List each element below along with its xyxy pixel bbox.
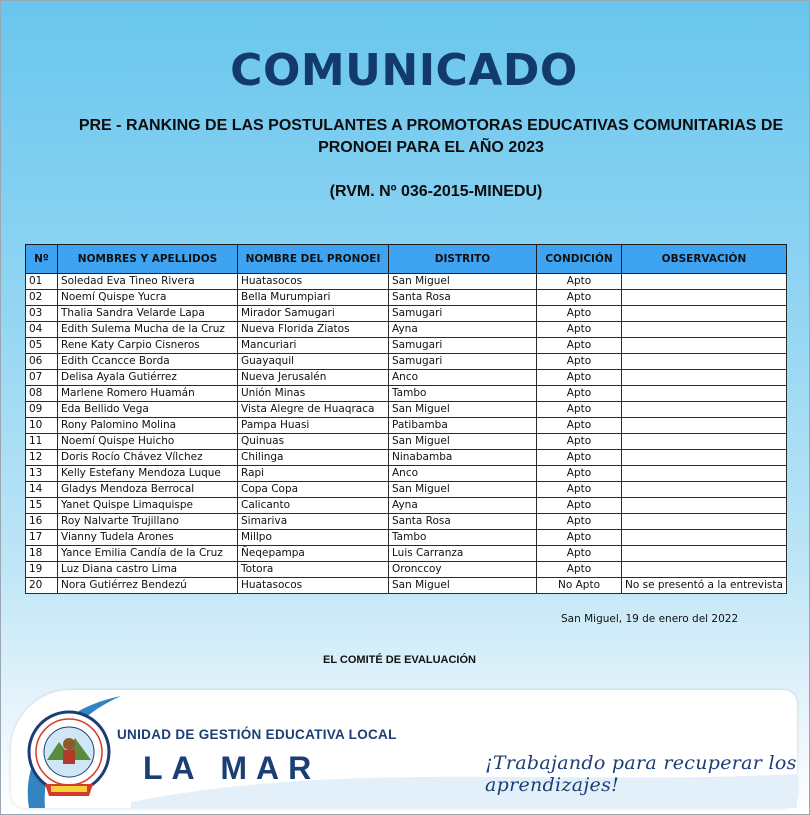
row-number-cell: 20 — [26, 578, 58, 594]
applicant-name-cell: Edith Ccancce Borda — [58, 354, 238, 370]
row-number-cell: 12 — [26, 450, 58, 466]
table-row — [26, 562, 787, 578]
observation-cell — [622, 402, 787, 418]
table-row — [26, 498, 787, 514]
applicant-name-cell: Marlene Romero Huamán — [58, 386, 238, 402]
table-header-row — [26, 245, 787, 274]
row-number-cell: 14 — [26, 482, 58, 498]
condition-cell: Apto — [537, 354, 622, 370]
column-header-condition: CONDICIÓN — [537, 245, 622, 274]
table-row — [26, 482, 787, 498]
district-cell: Samugari — [389, 306, 537, 322]
condition-cell: Apto — [537, 290, 622, 306]
pronoei-name-cell: Huatasocos — [238, 274, 389, 290]
observation-cell — [622, 418, 787, 434]
observation-cell — [622, 482, 787, 498]
condition-cell: Apto — [537, 418, 622, 434]
condition-cell: Apto — [537, 322, 622, 338]
district-cell: Tambo — [389, 386, 537, 402]
pronoei-name-cell: Calicanto — [238, 498, 389, 514]
ugel-seal-logo — [25, 708, 113, 802]
condition-cell: Apto — [537, 434, 622, 450]
district-cell: Ayna — [389, 322, 537, 338]
row-number-cell: 09 — [26, 402, 58, 418]
condition-cell: Apto — [537, 306, 622, 322]
table-row — [26, 434, 787, 450]
district-cell: Ninabamba — [389, 450, 537, 466]
table-row — [26, 338, 787, 354]
table-row — [26, 530, 787, 546]
observation-cell — [622, 274, 787, 290]
ranking-table — [25, 244, 787, 594]
row-number-cell: 08 — [26, 386, 58, 402]
applicant-name-cell: Roy Nalvarte Trujillano — [58, 514, 238, 530]
district-cell: Oronccoy — [389, 562, 537, 578]
row-number-cell: 13 — [26, 466, 58, 482]
condition-cell: Apto — [537, 482, 622, 498]
table-row — [26, 386, 787, 402]
applicant-name-cell: Eda Bellido Vega — [58, 402, 238, 418]
applicant-name-cell: Yanet Quispe Limaquispe — [58, 498, 238, 514]
condition-cell: Apto — [537, 498, 622, 514]
row-number-cell: 07 — [26, 370, 58, 386]
observation-cell — [622, 306, 787, 322]
pronoei-name-cell: Ñeqepampa — [238, 546, 389, 562]
district-cell: Anco — [389, 466, 537, 482]
applicant-name-cell: Vianny Tudela Arones — [58, 530, 238, 546]
observation-cell — [622, 434, 787, 450]
district-cell: Samugari — [389, 338, 537, 354]
district-cell: Anco — [389, 370, 537, 386]
pronoei-name-cell: Mirador Samugari — [238, 306, 389, 322]
observation-cell — [622, 322, 787, 338]
row-number-cell: 18 — [26, 546, 58, 562]
district-cell: Santa Rosa — [389, 514, 537, 530]
institution-city: LA MAR — [143, 750, 321, 786]
observation-cell — [622, 450, 787, 466]
row-number-cell: 15 — [26, 498, 58, 514]
column-header-name: NOMBRES Y APELLIDOS — [58, 245, 238, 274]
row-number-cell: 02 — [26, 290, 58, 306]
condition-cell: Apto — [537, 370, 622, 386]
applicant-name-cell: Nora Gutiérrez Bendezú — [58, 578, 238, 594]
pronoei-name-cell: Vista Alegre de Huaqraca — [238, 402, 389, 418]
row-number-cell: 19 — [26, 562, 58, 578]
table-row — [26, 402, 787, 418]
applicant-name-cell: Yance Emilia Candía de la Cruz — [58, 546, 238, 562]
table-row — [26, 546, 787, 562]
table-row — [26, 354, 787, 370]
pronoei-name-cell: Unión Minas — [238, 386, 389, 402]
applicant-name-cell: Luz Diana castro Lima — [58, 562, 238, 578]
pronoei-name-cell: Simariva — [238, 514, 389, 530]
row-number-cell: 05 — [26, 338, 58, 354]
observation-cell: No se presentó a la entrevista — [622, 578, 787, 594]
applicant-name-cell: Noemí Quispe Huicho — [58, 434, 238, 450]
condition-cell: Apto — [537, 450, 622, 466]
row-number-cell: 04 — [26, 322, 58, 338]
pronoei-name-cell: Pampa Huasi — [238, 418, 389, 434]
table-row — [26, 514, 787, 530]
district-cell: Santa Rosa — [389, 290, 537, 306]
page-subtitle: PRE - RANKING DE LAS POSTULANTES A PROMOTORAS EDUCATIVAS COMUNITARIAS DE PRONOEI PARA EL AÑO 2023 — [78, 117, 784, 156]
pronoei-name-cell: Nueva Jerusalén — [238, 370, 389, 386]
observation-cell — [622, 354, 787, 370]
table-row — [26, 450, 787, 466]
institution-slogan: ¡Trabajando para recuperar los aprendizajes! — [485, 752, 797, 796]
condition-cell: Apto — [537, 530, 622, 546]
pronoei-name-cell: Bella Murumpiari — [238, 290, 389, 306]
table-row — [26, 370, 787, 386]
condition-cell: Apto — [537, 386, 622, 402]
observation-cell — [622, 370, 787, 386]
applicant-name-cell: Delisa Ayala Gutiérrez — [58, 370, 238, 386]
column-header-number: Nº — [26, 245, 58, 274]
condition-cell: Apto — [537, 514, 622, 530]
row-number-cell: 01 — [26, 274, 58, 290]
institution-name: UNIDAD DE GESTIÓN EDUCATIVA LOCAL — [117, 727, 397, 742]
observation-cell — [622, 290, 787, 306]
page-title: COMUNICADO — [230, 45, 578, 96]
row-number-cell: 03 — [26, 306, 58, 322]
pronoei-name-cell: Copa Copa — [238, 482, 389, 498]
pronoei-name-cell: Chilinga — [238, 450, 389, 466]
table-row — [26, 290, 787, 306]
observation-cell — [622, 498, 787, 514]
table-row — [26, 466, 787, 482]
applicant-name-cell: Soledad Eva Tineo Rivera — [58, 274, 238, 290]
row-number-cell: 17 — [26, 530, 58, 546]
committee-signature: EL COMITÉ DE EVALUACIÓN — [323, 654, 476, 666]
observation-cell — [622, 562, 787, 578]
pronoei-name-cell: Totora — [238, 562, 389, 578]
pronoei-name-cell: Huatasocos — [238, 578, 389, 594]
district-cell: Patibamba — [389, 418, 537, 434]
condition-cell: No Apto — [537, 578, 622, 594]
condition-cell: Apto — [537, 546, 622, 562]
table-row — [26, 418, 787, 434]
institution-banner — [11, 690, 797, 808]
issue-date: San Miguel, 19 de enero del 2022 — [561, 613, 739, 625]
district-cell: San Miguel — [389, 578, 537, 594]
applicant-name-cell: Rene Katy Carpio Cisneros — [58, 338, 238, 354]
district-cell: Luis Carranza — [389, 546, 537, 562]
condition-cell: Apto — [537, 274, 622, 290]
column-header-observation: OBSERVACIÓN — [622, 245, 787, 274]
district-cell: San Miguel — [389, 482, 537, 498]
row-number-cell: 11 — [26, 434, 58, 450]
observation-cell — [622, 514, 787, 530]
district-cell: San Miguel — [389, 402, 537, 418]
table-row — [26, 578, 787, 594]
condition-cell: Apto — [537, 466, 622, 482]
row-number-cell: 16 — [26, 514, 58, 530]
table-row — [26, 274, 787, 290]
column-header-district: DISTRITO — [389, 245, 537, 274]
condition-cell: Apto — [537, 562, 622, 578]
observation-cell — [622, 338, 787, 354]
pronoei-name-cell: Rapi — [238, 466, 389, 482]
district-cell: Tambo — [389, 530, 537, 546]
observation-cell — [622, 466, 787, 482]
pronoei-name-cell: Quinuas — [238, 434, 389, 450]
row-number-cell: 10 — [26, 418, 58, 434]
district-cell: Samugari — [389, 354, 537, 370]
applicant-name-cell: Rony Palomino Molina — [58, 418, 238, 434]
applicant-name-cell: Noemí Quispe Yucra — [58, 290, 238, 306]
observation-cell — [622, 530, 787, 546]
observation-cell — [622, 386, 787, 402]
column-header-pronoei: NOMBRE DEL PRONOEI — [238, 245, 389, 274]
district-cell: San Miguel — [389, 434, 537, 450]
condition-cell: Apto — [537, 402, 622, 418]
resolution-reference: (RVM. Nº 036-2015-MINEDU) — [329, 183, 543, 200]
table-row — [26, 306, 787, 322]
applicant-name-cell: Thalia Sandra Velarde Lapa — [58, 306, 238, 322]
pronoei-name-cell: Guayaquil — [238, 354, 389, 370]
pronoei-name-cell: Mancuriari — [238, 338, 389, 354]
condition-cell: Apto — [537, 338, 622, 354]
table-row — [26, 322, 787, 338]
row-number-cell: 06 — [26, 354, 58, 370]
applicant-name-cell: Gladys Mendoza Berrocal — [58, 482, 238, 498]
applicant-name-cell: Edith Sulema Mucha de la Cruz — [58, 322, 238, 338]
district-cell: Ayna — [389, 498, 537, 514]
district-cell: San Miguel — [389, 274, 537, 290]
observation-cell — [622, 546, 787, 562]
pronoei-name-cell: Nueva Florida Ziatos — [238, 322, 389, 338]
pronoei-name-cell: Millpo — [238, 530, 389, 546]
ranking-table-body — [26, 274, 787, 594]
applicant-name-cell: Kelly Estefany Mendoza Luque — [58, 466, 238, 482]
applicant-name-cell: Doris Rocío Chávez Vílchez — [58, 450, 238, 466]
